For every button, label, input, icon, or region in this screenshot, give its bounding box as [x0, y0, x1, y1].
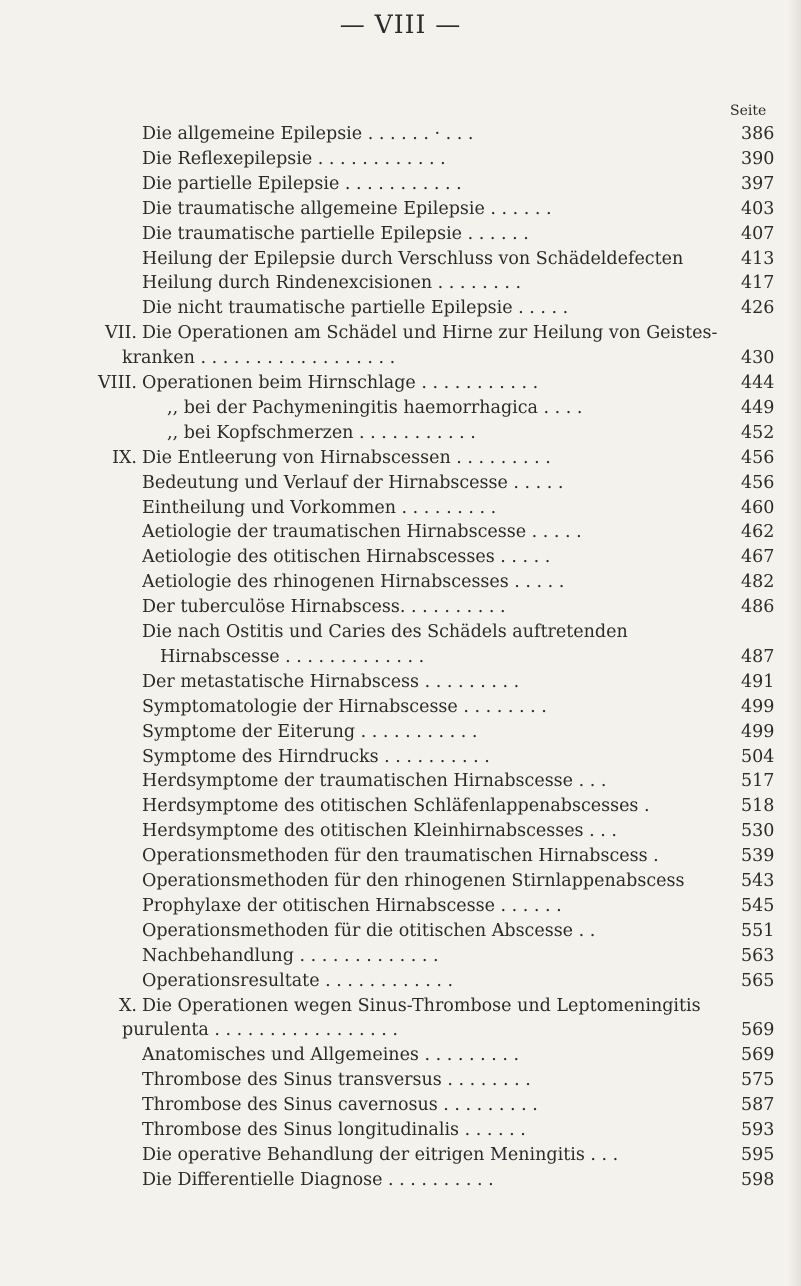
toc-entry-title: Die allgemeine Epilepsie . . . . . . · . . . — [142, 124, 474, 144]
toc-page-number: 565 — [741, 970, 775, 991]
toc-entry-title: Operationsmethoden für die otitischen Abscesse . . — [142, 920, 596, 941]
toc-entry — [0, 396, 801, 420]
toc-entry — [0, 247, 801, 271]
toc-entry — [0, 122, 801, 146]
toc-page-number: 575 — [741, 1070, 775, 1091]
toc-entry-title: Die Reflexepilepsie . . . . . . . . . . . . — [142, 148, 446, 169]
toc-entry — [0, 570, 801, 594]
toc-page-number: 504 — [741, 746, 775, 767]
page-marker: — VIII — — [339, 10, 462, 39]
toc-page-number: 539 — [741, 846, 775, 867]
chapter-number: VIII. — [98, 373, 137, 393]
toc-page-number: 390 — [741, 148, 775, 169]
toc-entry-title: Operationsmethoden für den traumatischen Hirnabscess . — [142, 846, 659, 867]
toc-entry — [0, 794, 801, 818]
toc-page-number: 452 — [741, 422, 775, 443]
toc-entry — [0, 844, 801, 868]
chapter-number: X. — [118, 995, 137, 1016]
toc-page-number: 587 — [741, 1095, 775, 1116]
toc-entry-title: Aetiologie des otitischen Hirnabscesses . . . . . — [142, 547, 551, 568]
toc-entry-title: Operationsmethoden für den rhinogenen Stirnlappenabscess — [142, 871, 685, 891]
toc-entry-title: Thrombose des Sinus longitudinalis . . . . . . — [142, 1120, 526, 1140]
page-edge-shadow — [787, 0, 801, 1286]
toc-entry — [0, 745, 801, 769]
toc-entry-title: Der tuberculöse Hirnabscess. . . . . . . . . . — [142, 597, 506, 618]
toc-page-number: 449 — [741, 397, 775, 418]
toc-entry-title: Die traumatische partielle Epilepsie . . . . . . — [142, 223, 529, 244]
toc-page-number: 486 — [741, 597, 775, 618]
toc-entry-title: Die operative Behandlung der eitrigen Meningitis . . . — [142, 1144, 619, 1165]
toc-entry — [0, 869, 801, 893]
seite-label: Seite — [730, 103, 767, 119]
toc-entry-title: Prophylaxe der otitischen Hirnabscesse . . . . . . — [142, 895, 562, 916]
toc-entry — [0, 271, 801, 295]
toc-page-number: 593 — [741, 1120, 775, 1140]
toc-entry-title: Hirnabscesse . . . . . . . . . . . . . — [160, 646, 425, 667]
toc-entry-title: ,, bei der Pachymeningitis haemorrhagica . . . . — [167, 397, 583, 418]
toc-page-number: 598 — [741, 1169, 775, 1190]
toc-page-number: 491 — [741, 671, 775, 692]
toc-page-number: 518 — [741, 796, 775, 817]
toc-entry — [0, 346, 801, 370]
toc-entry — [0, 1143, 801, 1167]
toc-entry-title: Die Differentielle Diagnose . . . . . . . . . . — [142, 1169, 494, 1190]
toc-page-number: 426 — [741, 298, 775, 319]
toc-page-number: 517 — [741, 771, 775, 792]
toc-entry-title: Operationsresultate . . . . . . . . . . . . — [142, 970, 454, 991]
toc-entry-title: Nachbehandlung . . . . . . . . . . . . . — [142, 945, 439, 966]
toc-entry — [0, 1068, 801, 1092]
toc-page-number: 456 — [741, 447, 775, 468]
toc-entry-title: ,, bei Kopfschmerzen . . . . . . . . . . . — [167, 422, 476, 443]
toc-page-number: 417 — [741, 273, 775, 294]
toc-entry-title: Die traumatische allgemeine Epilepsie . . . . . . — [142, 198, 552, 219]
toc-entry-title: Symptome der Eiterung . . . . . . . . . . . — [142, 721, 478, 742]
toc-entry — [0, 1018, 801, 1042]
toc-entry — [0, 471, 801, 495]
toc-entry-title: Aetiologie der traumatischen Hirnabscesse . . . . . — [142, 522, 582, 543]
toc-entry — [0, 520, 801, 544]
toc-entry-title: Symptome des Hirndrucks . . . . . . . . . . — [142, 746, 490, 767]
toc-entry — [0, 695, 801, 719]
toc-entry-title: Die Operationen am Schädel und Hirne zur Heilung von Geistes- — [142, 323, 718, 344]
toc-entry — [0, 1118, 801, 1142]
toc-entry — [0, 595, 801, 619]
toc-entry — [0, 670, 801, 694]
toc-entry — [0, 645, 801, 669]
toc-entry-title: Die Operationen wegen Sinus-Thrombose und Leptomeningitis — [142, 995, 701, 1016]
toc-entry — [0, 496, 801, 520]
toc-entry-title: Eintheilung und Vorkommen . . . . . . . . . — [142, 497, 497, 518]
toc-entry-title: Die partielle Epilepsie . . . . . . . . . . . — [142, 173, 462, 194]
toc-page-number: 407 — [741, 223, 775, 244]
toc-page-number: 456 — [741, 472, 775, 493]
toc-page-number: 386 — [741, 124, 775, 144]
toc-page-number: 499 — [741, 696, 775, 717]
toc-entry — [0, 321, 801, 345]
toc-entry — [0, 1093, 801, 1117]
toc-entry-title: Anatomisches und Allgemeines . . . . . . . . . — [142, 1045, 520, 1066]
toc-entry-title: Die Entleerung von Hirnabscessen . . . . . . . . . — [142, 447, 551, 468]
toc-page-number: 444 — [741, 373, 775, 393]
toc-entry — [0, 944, 801, 968]
toc-page-number: 482 — [741, 572, 775, 593]
toc-page-number: 530 — [741, 821, 775, 842]
toc-page-number: 430 — [741, 348, 775, 369]
toc-entry — [0, 371, 801, 395]
toc-page-number: 499 — [741, 721, 775, 742]
toc-entry-title: Herdsymptome des otitischen Kleinhirnabscesses . . . — [142, 821, 617, 842]
toc-entry — [0, 446, 801, 470]
toc-entry — [0, 620, 801, 644]
toc-page-number: 397 — [741, 173, 775, 194]
toc-entry-title: Symptomatologie der Hirnabscesse . . . . . . . . — [142, 696, 547, 717]
toc-entry-title: Aetiologie des rhinogenen Hirnabscesses . . . . . — [142, 572, 565, 593]
toc-entry — [0, 296, 801, 320]
toc-page-number: 543 — [741, 871, 775, 891]
toc-page-number: 595 — [741, 1144, 775, 1165]
toc-entry — [0, 1168, 801, 1192]
toc-entry — [0, 994, 801, 1018]
chapter-number: IX. — [112, 447, 137, 468]
toc-entry-title: Bedeutung und Verlauf der Hirnabscesse . . . . . — [142, 472, 564, 493]
toc-entry-title: Die nicht traumatische partielle Epilepsie . . . . . — [142, 298, 569, 319]
toc-entry — [0, 894, 801, 918]
toc-entry-title: Heilung der Epilepsie durch Verschluss von Schädeldefecten — [142, 248, 684, 269]
toc-entry — [0, 147, 801, 171]
toc-page-number: 413 — [741, 248, 775, 269]
toc-entry-title: purulenta . . . . . . . . . . . . . . . . . — [122, 1020, 398, 1041]
toc-entry-title: Thrombose des Sinus transversus . . . . . . . . — [142, 1070, 531, 1091]
toc-entry — [0, 197, 801, 221]
toc-entry — [0, 919, 801, 943]
toc-page-number: 467 — [741, 547, 775, 568]
toc-page-number: 551 — [741, 920, 775, 941]
toc-page-number: 569 — [741, 1020, 775, 1041]
toc-entry — [0, 172, 801, 196]
toc-entry — [0, 1043, 801, 1067]
toc-page-number: 403 — [741, 198, 775, 219]
toc-entry-title: kranken . . . . . . . . . . . . . . . . . . — [122, 348, 396, 369]
toc-entry-title: Herdsymptome des otitischen Schläfenlappenabscesses . — [142, 796, 650, 817]
toc-entry-title: Die nach Ostitis und Caries des Schädels auftretenden — [142, 622, 628, 642]
toc-page-number: 460 — [741, 497, 775, 518]
toc-entry — [0, 421, 801, 445]
toc-entry — [0, 222, 801, 246]
toc-entry-title: Herdsymptome der traumatischen Hirnabscesse . . . — [142, 771, 607, 792]
chapter-number: VII. — [104, 323, 137, 344]
toc-entry-title: Operationen beim Hirnschlage . . . . . . . . . . . — [142, 373, 539, 393]
toc-entry — [0, 819, 801, 843]
toc-entry — [0, 969, 801, 993]
toc-page-number: 569 — [741, 1045, 775, 1066]
toc-entry — [0, 545, 801, 569]
toc-page-number: 487 — [741, 646, 775, 667]
toc-page-number: 563 — [741, 945, 775, 966]
toc-page-number: 545 — [741, 895, 775, 916]
toc-page-number: 462 — [741, 522, 775, 543]
toc-entry-title: Der metastatische Hirnabscess . . . . . . . . . — [142, 671, 520, 692]
toc-entry-title: Heilung durch Rindenexcisionen . . . . . . . . — [142, 273, 522, 294]
toc-entry-title: Thrombose des Sinus cavernosus . . . . . . . . . — [142, 1095, 538, 1116]
toc-entry — [0, 720, 801, 744]
toc-entry — [0, 769, 801, 793]
